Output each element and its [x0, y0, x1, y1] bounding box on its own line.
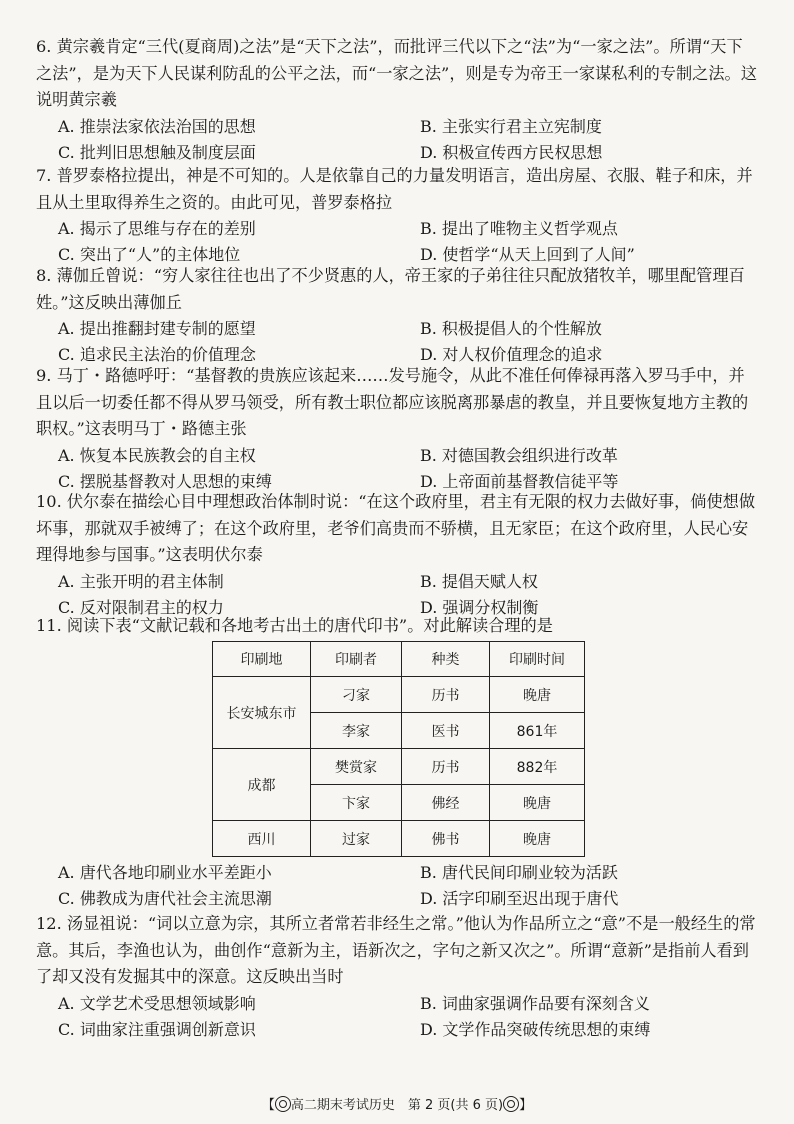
- option-c: C. 突出了“人”的主体地位: [58, 245, 241, 264]
- option-c: C. 佛教成为唐代社会主流思潮: [58, 889, 272, 908]
- printer-cell: 卞家: [311, 785, 402, 821]
- option-a: A. 揭示了思维与存在的差别: [58, 219, 256, 238]
- tang-printing-table: [212, 641, 585, 857]
- option-c: C. 摆脱基督教对人思想的束缚: [58, 471, 272, 491]
- footer-bracket-left: 【: [261, 1098, 275, 1113]
- option-b: B. 提出了唯物主义哲学观点: [420, 219, 618, 238]
- footer-text: 高二期末考试历史 第 2 页(共 6 页): [290, 1098, 504, 1113]
- question-10: [36, 489, 758, 621]
- printer-cell: 刁家: [311, 677, 402, 713]
- place-cell: 长安城东市: [213, 677, 311, 749]
- option-b: B. 词曲家强调作品要有深刻含义: [420, 993, 650, 1013]
- options: [36, 991, 758, 1043]
- option-c: C. 批判旧思想触及制度层面: [58, 142, 256, 162]
- question-8: [36, 263, 758, 368]
- option-d: D. 使哲学“从天上回到了人间”: [420, 245, 635, 264]
- column-header: 印刷时间: [490, 642, 585, 677]
- option-a: A. 文学艺术受思想领域影响: [58, 993, 256, 1013]
- option-a: A. 提出推翻封建专制的愿望: [58, 319, 256, 338]
- table-row: [213, 821, 585, 857]
- question-stem: 7. 普罗泰格拉提出，神是不可知的。人是依靠自己的力量发明语言，造出房屋、衣服、鞋子和床，并且从土里取得养生之资的。由此可见，普罗泰格拉: [36, 166, 753, 212]
- option-b: B. 对德国教会组织进行改革: [420, 445, 618, 465]
- option-b: B. 唐代民间印刷业较为活跃: [420, 863, 618, 882]
- time-cell: 晚唐: [490, 785, 585, 821]
- option-c: C. 追求民主法治的价值理念: [58, 345, 256, 364]
- question-stem: 11. 阅读下表“文献记载和各地考古出土的唐代印书”。对此解读合理的是: [36, 616, 553, 635]
- type-cell: 佛书: [402, 821, 490, 857]
- option-d: D. 上帝面前基督教信徒平等: [420, 471, 619, 491]
- option-d: D. 对人权价值理念的追求: [420, 345, 603, 364]
- place-cell: 成都: [213, 749, 311, 821]
- question-11: [36, 613, 758, 640]
- options: [36, 316, 758, 368]
- table-row: [213, 749, 585, 785]
- column-header: 印刷者: [311, 642, 402, 677]
- option-a: A. 推崇法家依法治国的思想: [58, 116, 256, 136]
- printer-cell: 樊赏家: [311, 749, 402, 785]
- option-d: D. 强调分权制衡: [420, 597, 539, 617]
- question-stem: 10. 伏尔泰在描绘心目中理想政治体制时说：“在这个政府里，君主有无限的权力去做好事，倘使想做坏事，那就双手被缚了；在这个政府里，老爷们高贵而不骄横，且无家臣；在这个政府里，人民心安理得地参与国事。”这表明伏尔泰: [36, 492, 756, 564]
- exam-logo-icon: [275, 1096, 291, 1112]
- footer-bracket-right: 】: [519, 1098, 533, 1113]
- question-6: [36, 34, 758, 166]
- option-a: A. 恢复本民族教会的自主权: [58, 445, 256, 465]
- type-cell: 医书: [402, 713, 490, 749]
- table-row: [213, 677, 585, 713]
- options: [36, 443, 758, 495]
- options: [36, 216, 758, 268]
- question-stem: 8. 薄伽丘曾说：“穷人家往往也出了不少贤惠的人，帝王家的子弟往往只配放猪牧羊，哪里配管理百姓。”这反映出薄伽丘: [36, 266, 745, 312]
- column-header: 印刷地: [213, 642, 311, 677]
- question-stem: 6. 黄宗羲肯定“三代(夏商周)之法”是“天下之法”，而批评三代以下之“法”为“一家之法”。所谓“天下之法”，是为天下人民谋利防乱的公平之法，而“一家之法”，则是专为帝王一家谋私利的专制之法。这说明黄宗羲: [36, 37, 757, 109]
- question-7: [36, 163, 758, 268]
- option-c: C. 词曲家注重强调创新意识: [58, 1019, 256, 1039]
- printer-cell: 过家: [311, 821, 402, 857]
- page-footer: [0, 1094, 794, 1113]
- options: [36, 860, 758, 912]
- question-11-options: [36, 860, 758, 912]
- option-a: A. 主张开明的君主体制: [58, 571, 224, 591]
- place-cell: 西川: [213, 821, 311, 857]
- option-b: B. 提倡天赋人权: [420, 571, 538, 591]
- time-cell: 882年: [490, 749, 585, 785]
- type-cell: 历书: [402, 677, 490, 713]
- type-cell: 历书: [402, 749, 490, 785]
- question-stem: 9. 马丁・路德呼吁：“基督教的贵族应该起来……发号施令，从此不准任何俸禄再落入罗马手中，并且以后一切委任都不得从罗马领受，所有教士职位都应该脱离那暴虐的教皇，并且要恢复地方主教的职权。”这表明马丁・路德主张: [36, 366, 749, 438]
- option-b: B. 主张实行君主立宪制度: [420, 116, 602, 136]
- exam-logo-icon: [503, 1096, 519, 1112]
- time-cell: 晚唐: [490, 821, 585, 857]
- option-d: D. 积极宣传西方民权思想: [420, 142, 603, 162]
- question-12: [36, 911, 758, 1043]
- printer-cell: 李家: [311, 713, 402, 749]
- option-c: C. 反对限制君主的权力: [58, 597, 224, 617]
- question-9: [36, 363, 758, 495]
- option-b: B. 积极提倡人的个性解放: [420, 319, 602, 338]
- option-a: A. 唐代各地印刷业水平差距小: [58, 863, 272, 882]
- time-cell: 晚唐: [490, 677, 585, 713]
- type-cell: 佛经: [402, 785, 490, 821]
- table-header-row: [213, 642, 585, 677]
- question-stem: 12. 汤显祖说：“词以立意为宗，其所立者常若非经生之常。”他认为作品所立之“意”不是一般经生的常意。其后，李渔也认为，曲创作“意新为主，语新次之，字句之新又次之”。所谓“意新”是指前人看到了却又没有发掘其中的深意。这反映出当时: [36, 914, 756, 986]
- option-d: D. 活字印刷至迟出现于唐代: [420, 889, 619, 908]
- option-d: D. 文学作品突破传统思想的束缚: [420, 1019, 651, 1039]
- column-header: 种类: [402, 642, 490, 677]
- options: [36, 114, 758, 166]
- time-cell: 861年: [490, 713, 585, 749]
